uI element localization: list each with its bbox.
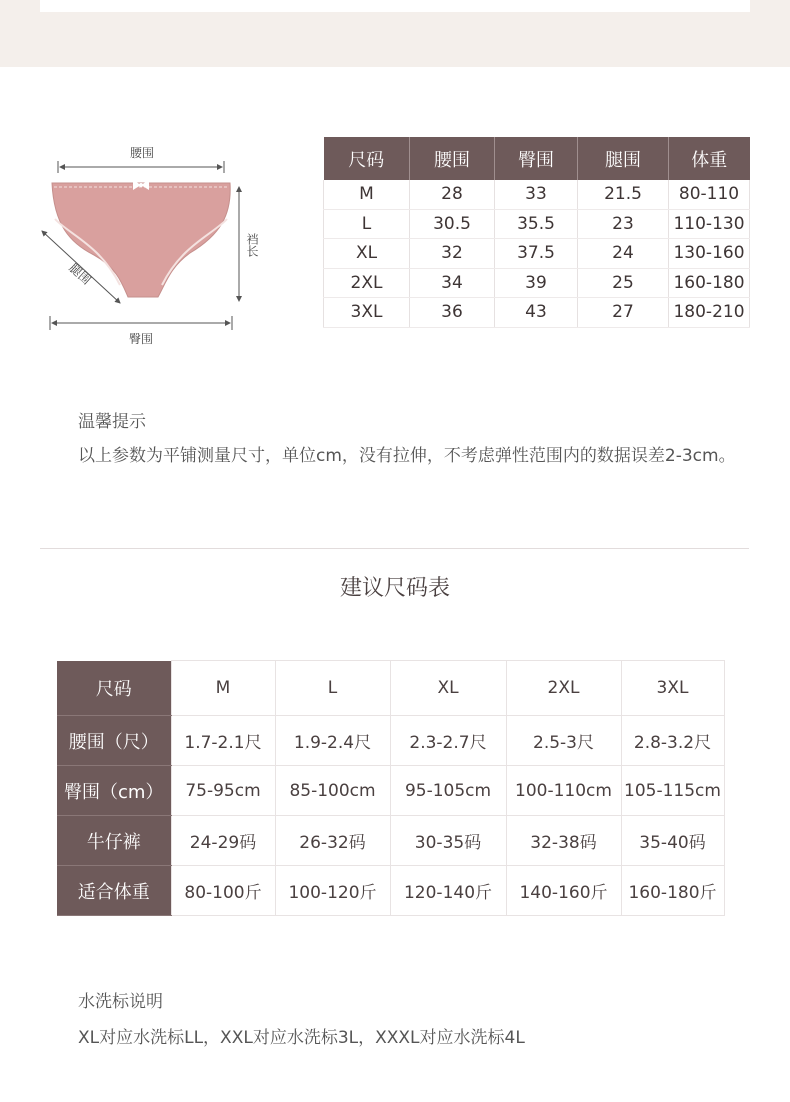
- hip-label: 臀围: [129, 332, 154, 346]
- recommend-row-weight: [57, 866, 724, 916]
- recommend-row-hip: [57, 766, 724, 816]
- table-cell: 75-95cm: [171, 766, 275, 816]
- table-cell: M: [171, 661, 275, 716]
- table-cell: 95-105cm: [390, 766, 506, 816]
- table-cell: 30.5: [410, 209, 495, 239]
- row-label: 臀围（cm）: [57, 766, 171, 816]
- section-divider: [40, 548, 749, 549]
- table-cell: 80-110: [669, 180, 750, 209]
- row-label: 牛仔裤: [57, 816, 171, 866]
- table-cell: 140-160斤: [506, 866, 621, 916]
- table-cell: 23: [578, 209, 669, 239]
- table-cell: 1.9-2.4尺: [275, 716, 390, 766]
- table-cell: 34: [410, 268, 495, 298]
- table-cell: L: [275, 661, 390, 716]
- recommend-table: [57, 660, 725, 916]
- wash-title: 水洗标说明: [78, 992, 163, 1012]
- table-cell: 24: [578, 239, 669, 269]
- table-cell: 36: [410, 298, 495, 328]
- table-cell: 2XL: [324, 268, 410, 298]
- tip-title: 温馨提示: [78, 412, 146, 432]
- table-cell: 180-210: [669, 298, 750, 328]
- table-cell: 39: [495, 268, 578, 298]
- row-label: 尺码: [57, 661, 171, 716]
- row-label: 适合体重: [57, 866, 171, 916]
- rise-label: 裆长: [245, 233, 259, 257]
- table-cell: 35-40码: [621, 816, 724, 866]
- table-cell: 100-120斤: [275, 866, 390, 916]
- table-cell: 3XL: [621, 661, 724, 716]
- table-cell: 32-38码: [506, 816, 621, 866]
- measurement-header-row: [324, 137, 750, 180]
- table-cell: 43: [495, 298, 578, 328]
- header-waist: 腰围: [410, 137, 495, 180]
- table-cell: XL: [324, 239, 410, 269]
- recommend-title: 建议尺码表: [339, 576, 450, 601]
- table-cell: 85-100cm: [275, 766, 390, 816]
- table-cell: 160-180斤: [621, 866, 724, 916]
- table-cell: 21.5: [578, 180, 669, 209]
- table-cell: 32: [410, 239, 495, 269]
- header-weight: 体重: [669, 137, 750, 180]
- table-row: [324, 298, 750, 328]
- table-row: [324, 180, 750, 209]
- wash-body: XL对应水洗标LL，XXL对应水洗标3L，XXXL对应水洗标4L: [78, 1028, 525, 1048]
- table-cell: 30-35码: [390, 816, 506, 866]
- table-cell: M: [324, 180, 410, 209]
- table-cell: 25: [578, 268, 669, 298]
- table-cell: XL: [390, 661, 506, 716]
- table-cell: 35.5: [495, 209, 578, 239]
- table-cell: 2XL: [506, 661, 621, 716]
- table-cell: 2.5-3尺: [506, 716, 621, 766]
- table-cell: 120-140斤: [390, 866, 506, 916]
- table-cell: 100-110cm: [506, 766, 621, 816]
- table-cell: 26-32码: [275, 816, 390, 866]
- table-cell: 27: [578, 298, 669, 328]
- table-cell: 105-115cm: [621, 766, 724, 816]
- header-hip: 臀围: [495, 137, 578, 180]
- briefs-diagram: [30, 135, 270, 355]
- header-size: 尺码: [324, 137, 410, 180]
- table-cell: 24-29码: [171, 816, 275, 866]
- table-cell: 37.5: [495, 239, 578, 269]
- table-cell: 130-160: [669, 239, 750, 269]
- row-label: 腰围（尺）: [57, 716, 171, 766]
- measurement-table: [323, 137, 750, 328]
- table-cell: 2.3-2.7尺: [390, 716, 506, 766]
- leg-label: 腿围: [66, 260, 94, 288]
- waist-label: 腰围: [130, 146, 155, 160]
- table-cell: 1.7-2.1尺: [171, 716, 275, 766]
- table-cell: 110-130: [669, 209, 750, 239]
- header-leg: 腿围: [578, 137, 669, 180]
- recommend-row-waist: [57, 716, 724, 766]
- table-row: [324, 209, 750, 239]
- table-cell: L: [324, 209, 410, 239]
- table-row: [324, 239, 750, 269]
- table-cell: 28: [410, 180, 495, 209]
- table-cell: 2.8-3.2尺: [621, 716, 724, 766]
- recommend-row-jeans: [57, 816, 724, 866]
- table-cell: 3XL: [324, 298, 410, 328]
- top-card: [40, 0, 750, 12]
- table-cell: 80-100斤: [171, 866, 275, 916]
- tip-body: 以上参数为平铺测量尺寸，单位cm，没有拉伸，不考虑弹性范围内的数据误差2-3cm。: [78, 446, 736, 466]
- table-cell: 33: [495, 180, 578, 209]
- table-row: [324, 268, 750, 298]
- table-cell: 160-180: [669, 268, 750, 298]
- recommend-row-size: [57, 661, 724, 716]
